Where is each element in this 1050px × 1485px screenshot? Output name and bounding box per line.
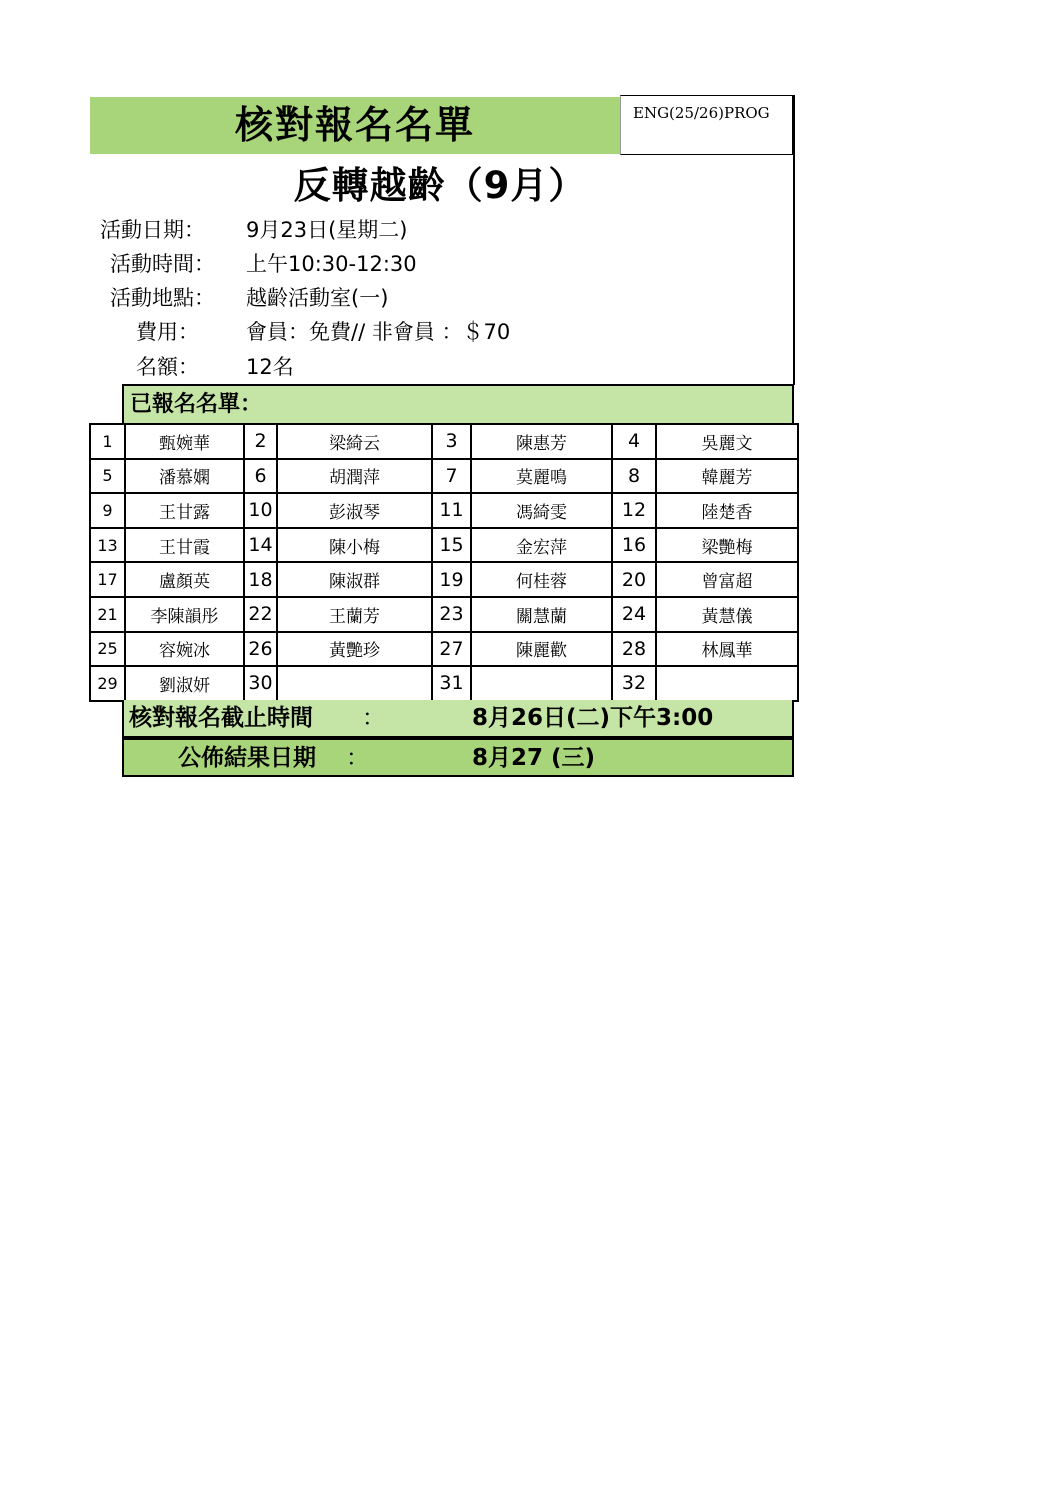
table-row: [90, 562, 798, 597]
info-value: 越齡活動室(一): [246, 286, 389, 310]
entry-name: 陳麗歡: [471, 632, 612, 667]
entry-number: 30: [244, 666, 277, 701]
entry-number: 3: [432, 424, 471, 459]
entry-name: 曾富超: [656, 562, 798, 597]
program-code: ENG(25/26)PROG: [620, 95, 793, 155]
entry-name: 王蘭芳: [277, 597, 432, 632]
entry-name: 黃慧儀: [656, 597, 798, 632]
entry-name: 容婉冰: [125, 632, 244, 667]
entry-number: 19: [432, 562, 471, 597]
info-label: 活動日期：: [100, 218, 205, 242]
deadline-value: 8月26日(二)下午3:00: [472, 705, 714, 731]
info-value: 12名: [246, 355, 294, 379]
entry-number: 5: [90, 459, 125, 494]
entry-number: 6: [244, 459, 277, 494]
info-label: 活動時間：: [110, 252, 215, 276]
entry-name: 關慧蘭: [471, 597, 612, 632]
entry-name: 馮綺雯: [471, 493, 612, 528]
info-row-location: [0, 281, 800, 315]
info-value: 會員：免費// 非會員 ：＄70: [246, 320, 511, 344]
info-row-time: [0, 247, 800, 281]
table-row: [90, 666, 798, 701]
table-row: [90, 493, 798, 528]
entry-number: 16: [612, 528, 656, 563]
registered-list-header: 已報名名單：: [122, 384, 794, 424]
registered-table-body: [90, 424, 798, 701]
entry-number: 17: [90, 562, 125, 597]
entry-name: 金宏萍: [471, 528, 612, 563]
entry-number: 29: [90, 666, 125, 701]
entry-number: 14: [244, 528, 277, 563]
entry-name: 陸楚香: [656, 493, 798, 528]
info-row-quota: [0, 350, 800, 384]
entry-number: 28: [612, 632, 656, 667]
table-row: [90, 459, 798, 494]
entry-name: 何桂蓉: [471, 562, 612, 597]
info-value: 9月23日(星期二): [246, 218, 408, 242]
entry-number: 4: [612, 424, 656, 459]
info-label: 費用：: [136, 320, 199, 344]
entry-name: 林鳳華: [656, 632, 798, 667]
entry-number: 22: [244, 597, 277, 632]
entry-number: 26: [244, 632, 277, 667]
announcement-label: 公佈結果日期: [178, 745, 316, 771]
entry-name: [471, 666, 612, 701]
registered-table: [89, 423, 799, 702]
entry-number: 23: [432, 597, 471, 632]
entry-name: [277, 666, 432, 701]
entry-name: 盧顏英: [125, 562, 244, 597]
entry-name: 潘慕嫻: [125, 459, 244, 494]
entry-number: 31: [432, 666, 471, 701]
entry-name: 胡潤萍: [277, 459, 432, 494]
entry-number: 15: [432, 528, 471, 563]
entry-number: 7: [432, 459, 471, 494]
entry-name: [656, 666, 798, 701]
entry-name: 陳小梅: [277, 528, 432, 563]
entry-name: 莫麗鳴: [471, 459, 612, 494]
table-row: [90, 597, 798, 632]
info-row-date: [0, 213, 800, 247]
entry-name: 梁艷梅: [656, 528, 798, 563]
entry-name: 劉淑妍: [125, 666, 244, 701]
entry-name: 甄婉華: [125, 424, 244, 459]
entry-name: 陳惠芳: [471, 424, 612, 459]
entry-name: 王甘露: [125, 493, 244, 528]
entry-name: 李陳韻彤: [125, 597, 244, 632]
entry-number: 2: [244, 424, 277, 459]
info-label: 活動地點：: [110, 286, 215, 310]
table-row: [90, 424, 798, 459]
entry-name: 彭淑琴: [277, 493, 432, 528]
entry-name: 陳淑群: [277, 562, 432, 597]
entry-number: 21: [90, 597, 125, 632]
entry-name: 黃艷珍: [277, 632, 432, 667]
entry-number: 13: [90, 528, 125, 563]
deadline-row: [122, 700, 794, 738]
entry-number: 11: [432, 493, 471, 528]
table-row: [90, 632, 798, 667]
info-value: 上午10:30-12:30: [246, 252, 417, 276]
deadline-colon: ：: [362, 705, 385, 731]
info-row-fee: [0, 315, 800, 349]
entry-name: 吳麗文: [656, 424, 798, 459]
entry-number: 18: [244, 562, 277, 597]
entry-name: 王甘霞: [125, 528, 244, 563]
entry-number: 20: [612, 562, 656, 597]
announcement-row: [122, 738, 794, 777]
entry-number: 8: [612, 459, 656, 494]
entry-number: 32: [612, 666, 656, 701]
entry-number: 10: [244, 493, 277, 528]
announcement-value: 8月27 (三): [472, 745, 596, 771]
entry-name: 梁綺云: [277, 424, 432, 459]
entry-number: 1: [90, 424, 125, 459]
announcement-colon: ：: [346, 745, 369, 771]
entry-number: 12: [612, 493, 656, 528]
entry-number: 24: [612, 597, 656, 632]
entry-number: 25: [90, 632, 125, 667]
table-row: [90, 528, 798, 563]
deadline-label: 核對報名截止時間: [129, 705, 313, 731]
entry-number: 27: [432, 632, 471, 667]
page-title: 核對報名名單: [234, 103, 475, 147]
entry-number: 9: [90, 493, 125, 528]
activity-name: 反轉越齡（9月）: [293, 164, 587, 207]
entry-name: 韓麗芳: [656, 459, 798, 494]
info-label: 名額：: [136, 355, 199, 379]
